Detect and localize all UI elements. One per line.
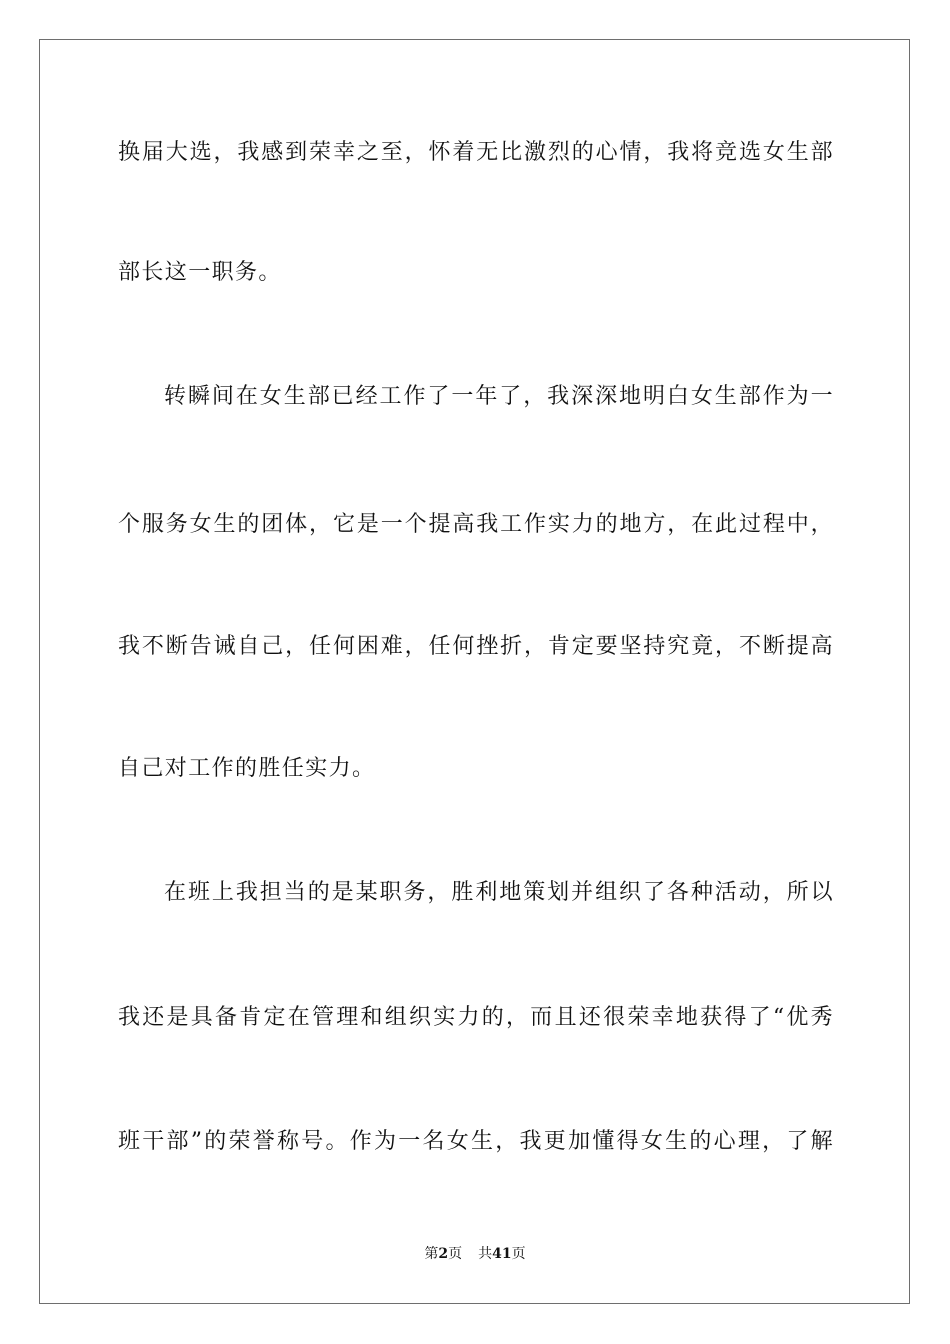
total-pages: 41 [492,1246,512,1262]
page-prefix: 第 [424,1246,439,1262]
total-prefix: 共 [478,1246,493,1262]
paragraph-line-1: 换届大选，我感到荣幸之至，怀着无比激烈的心情，我将竞选女生部 [118,140,834,165]
total-suffix: 页 [511,1246,526,1262]
paragraph-line-3: 转瞬间在女生部已经工作了一年了，我深深地明白女生部作为一 [164,384,834,409]
paragraph-line-4: 个服务女生的团体，它是一个提高我工作实力的地方，在此过程中， [118,512,834,537]
paragraph-line-2: 部长这一职务。 [118,260,282,285]
page-number: 2 [438,1246,449,1262]
page-suffix: 页 [448,1246,463,1262]
page-frame [39,39,910,1304]
paragraph-line-6: 自己对工作的胜任实力。 [118,756,376,781]
paragraph-line-5: 我不断告诫自己，任何困难，任何挫折，肯定要坚持究竟，不断提高 [118,634,834,659]
page-footer [0,1244,950,1264]
paragraph-line-8: 我还是具备肯定在管理和组织实力的，而且还很荣幸地获得了“优秀 [118,1005,834,1030]
paragraph-line-9: 班干部”的荣誉称号。作为一名女生，我更加懂得女生的心理，了解 [118,1129,834,1154]
paragraph-line-7: 在班上我担当的是某职务，胜利地策划并组织了各种活动，所以 [164,880,834,905]
